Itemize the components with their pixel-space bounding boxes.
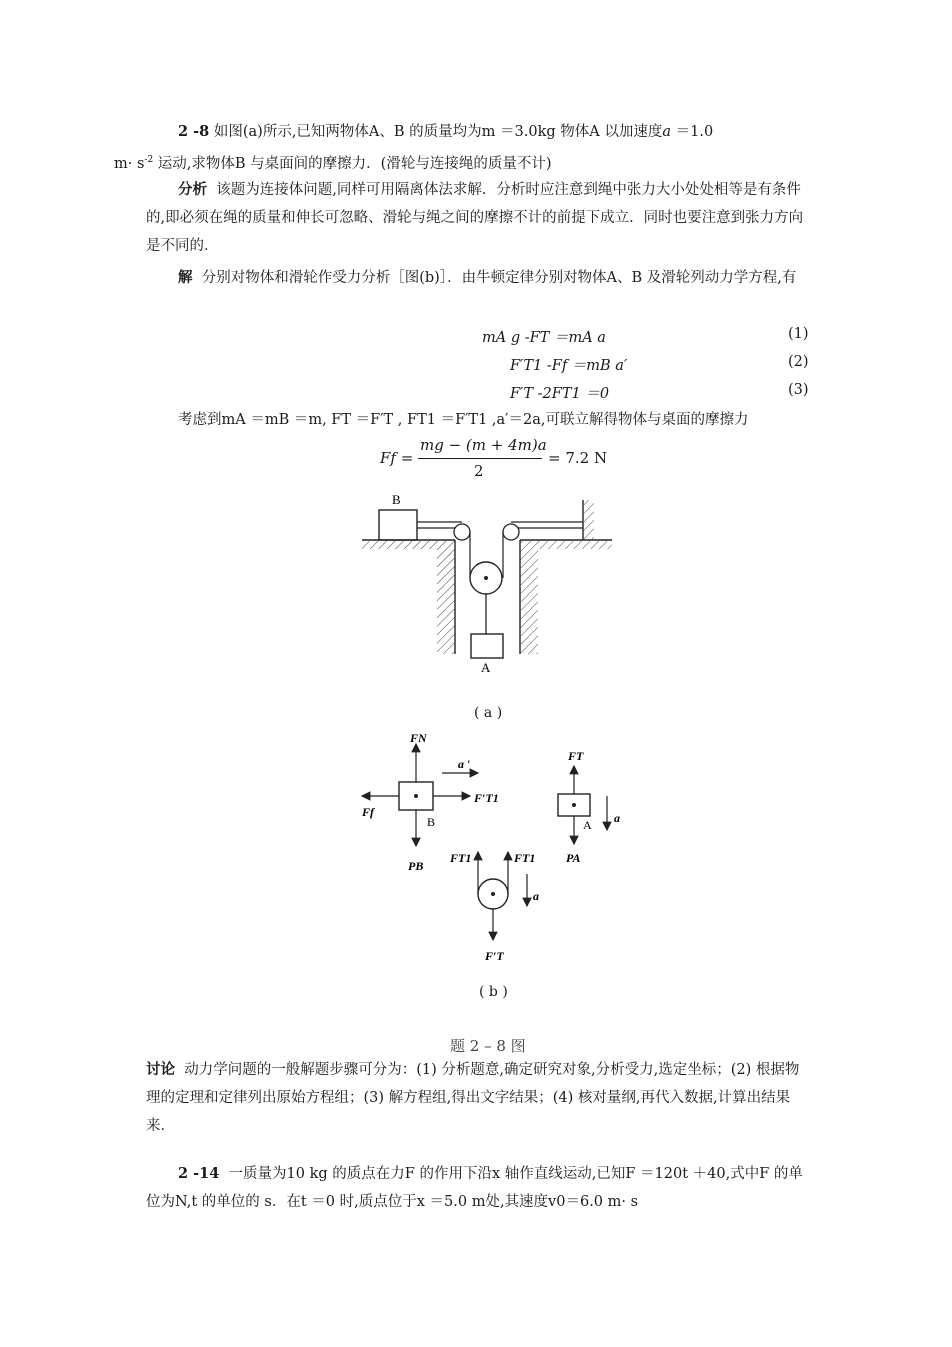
equation-2: F′T1 -Ff ＝mB a′ (510, 358, 628, 374)
label-a: A (481, 660, 491, 675)
result-numerator: mg − (m + 4m)a (420, 436, 547, 454)
figure-b-diagram (0, 728, 952, 978)
label-ft: FT (568, 749, 584, 763)
block-b (379, 510, 417, 540)
label-a-acc: a (614, 811, 620, 825)
problem-text-line2b: 运动,求物体B 与桌面间的摩擦力．(滑轮与连接绳的质量不计) (153, 155, 552, 172)
figure-title: 题 2 – 8 图 (450, 1037, 526, 1055)
equation-1-number: (1) (788, 326, 809, 342)
problem-text-line1: 如图(a)所示,已知两物体A、B 的质量均为m ＝3.0kg 物体A 以加速度 (213, 124, 663, 140)
label-a-pulley: a (533, 889, 539, 903)
discussion-paragraph (146, 1056, 808, 1140)
problem-2-14-number: 2 -14 (178, 1165, 220, 1182)
equation-3-number: (3) (788, 382, 809, 398)
label-b-box: B (427, 815, 436, 829)
figure-b-caption: ( b ) (479, 984, 508, 1000)
analysis-label: 分析 (178, 181, 207, 198)
result-formula (380, 436, 620, 484)
discussion-text: 动力学问题的一般解题步骤可分为：(1) 分析题意,确定研究对象,分析受力,选定坐标；(2) 根据物理的定理和定律列出原始方程组；(3) 解方程组,得出文字结果；(4) 核对量纲,再代入数据,计算出结果来． (146, 1062, 800, 1134)
label-a-prime: a ′ (458, 757, 471, 771)
equation-3: F′T -2FT1 ＝0 (510, 386, 610, 402)
solution-label: 解 (178, 269, 193, 286)
equation-1: mA g -FT ＝mA a (482, 330, 606, 346)
figure-a-diagram (0, 486, 952, 726)
problem-text-line2: m· s (114, 155, 145, 172)
figure-a-caption: ( a ) (474, 705, 503, 721)
label-ft1-right: FT1 (514, 851, 536, 865)
fixed-pulley-left (454, 524, 470, 540)
problem-number: 2 -8 (178, 123, 210, 140)
label-b: B (392, 492, 401, 507)
label-ft1-left: FT1 (450, 851, 472, 865)
solution-text: 分别对物体和滑轮作受力分析［图(b)］．由牛顿定律分别对物体A、B 及滑轮列动力学方程,有 (201, 270, 797, 286)
label-ft1-prime: F′T1 (474, 791, 499, 805)
exponent: -2 (144, 155, 154, 165)
result-rhs: = 7.2 N (548, 449, 608, 467)
analysis-paragraph (146, 176, 808, 260)
label-ff: Ff (362, 805, 374, 819)
label-fn: FN (410, 731, 427, 745)
label-pa: PA (566, 851, 581, 865)
consider-paragraph: 考虑到mA ＝mB ＝m, FT ＝F′T , FT1 ＝F′T1 ,a′＝2a,可联立解得物体与桌面的摩擦力 (178, 412, 749, 428)
problem-text-line1b: ＝1.0 (671, 124, 714, 140)
var-a: a (662, 124, 671, 140)
fraction-bar (418, 458, 542, 459)
problem-2-14-statement (146, 1160, 808, 1216)
fixed-pulley-right (503, 524, 519, 540)
label-pb: PB (408, 859, 424, 873)
equation-2-number: (2) (788, 354, 809, 370)
discussion-label: 讨论 (146, 1061, 175, 1078)
label-ft-prime: F′T (485, 949, 504, 963)
label-a-box: A (583, 818, 592, 832)
analysis-text: 该题为连接体问题,同样可用隔离体法求解．分析时应注意到绳中张力大小处处相等是有条件的,即必须在绳的质量和伸长可忽略、滑轮与绳之间的摩擦不计的前提下成立．同时也要注意到张力方向是不同的． (146, 182, 804, 254)
result-lhs: Ff = (380, 449, 414, 467)
result-denominator: 2 (474, 462, 484, 480)
solution-paragraph (146, 264, 808, 292)
block-a (471, 634, 503, 658)
problem-2-14-text: 一质量为10 kg 的质点在力F 的作用下沿x 轴作直线运动,已知F ＝120t ＋40,式中F 的单位为N,t 的单位的 s．在t ＝0 时,质点位于x ＝5.0 m处,其速度v0＝6.0 m· s (146, 1166, 803, 1210)
